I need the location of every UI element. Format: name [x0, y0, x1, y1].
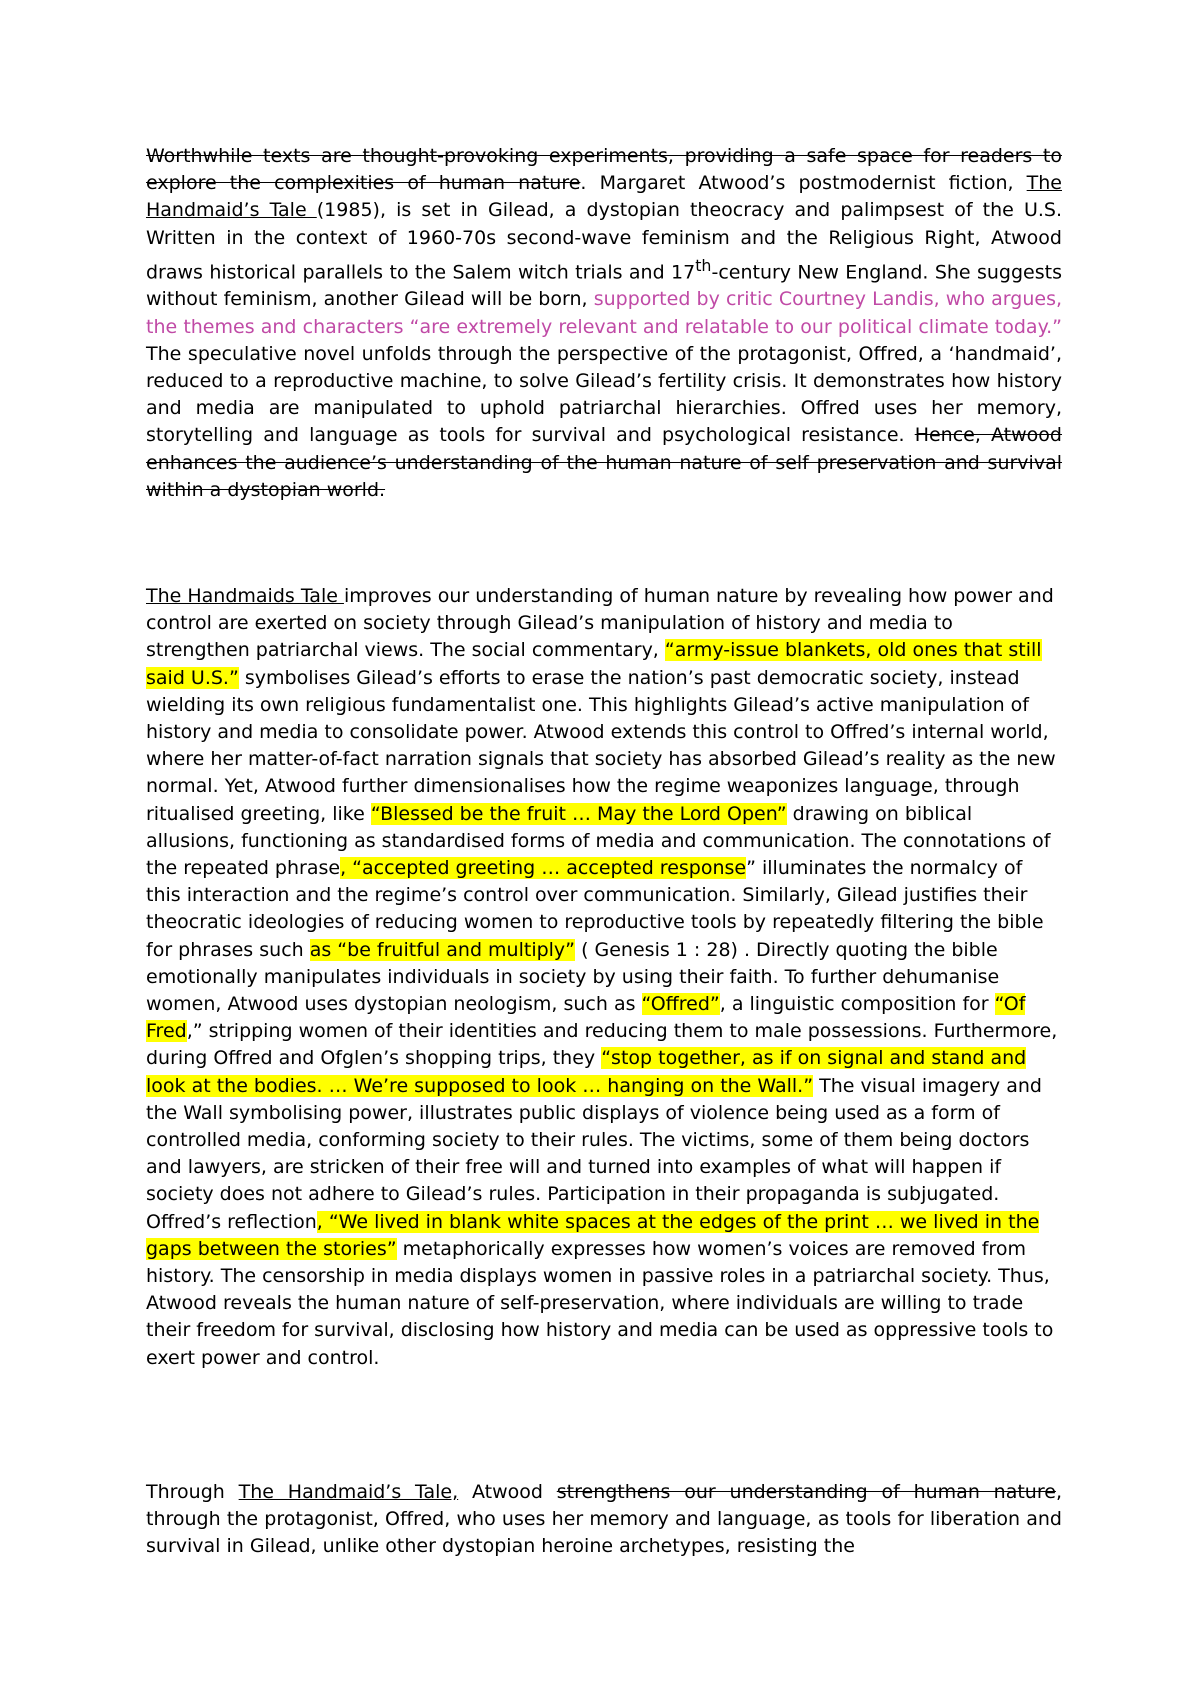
highlighted-quote: , “accepted greeting … accepted response: [340, 857, 747, 880]
body-text: ,” stripping women of their identities and reducing them to male possessions. Furthermore, during Offred and Ofglen’s shopping trips, they: [146, 1020, 1058, 1070]
critic-quote: supported by critic Courtney Landis, who argues, the themes and characters “are extremely relevant and relatable to our political climate today.”: [146, 288, 1063, 338]
introduction-paragraph: [146, 143, 1062, 504]
highlighted-quote: “Of Fred: [146, 993, 1026, 1043]
highlighted-quote: “Offred”: [641, 993, 720, 1016]
highlighted-quote: as “be fruitful and multiply”: [309, 938, 576, 961]
body-text: ( Genesis 1 : 28) . Directly quoting the bible emotionally manipulates individuals in society by using their faith. To further dehumanise women, Atwood uses dystopian neologism, such as: [146, 938, 1000, 1016]
body-text: , a linguistic composition for: [719, 993, 995, 1016]
highlighted-quote: “stop together, as if on signal and stand and look at the bodies. … We’re supposed to look … hanging on the Wall.”: [146, 1047, 1027, 1097]
body-text: symbolises Gilead’s efforts to erase the nation’s past democratic society, instead wielding its own religious fundamentalist one. This highlights Gilead’s active manipulation of history and media to consolidate power. Atwood extends this control to Offred’s internal world, where her matter-of-fact narration signals that society has absorbed Gilead’s reality as the new normal. Yet, Atwood further dimensionalises how the regime weaponizes language, through ritualised greeting, like: [146, 666, 1056, 825]
book-title: The Handmaid’s Tale: [146, 172, 1062, 222]
highlighted-quote: , “We lived in blank white spaces at the edges of the print … we lived in the gaps between the stories”: [146, 1210, 1040, 1260]
body-text: The speculative novel unfolds through the perspective of the protagonist, Offred, a ‘handmaid’, reduced to a reproductive machine, to solve Gilead’s fertility crisis. It demonstrates how history and media are manipulated to uphold patriarchal hierarchies. Offred uses her memory, storytelling and language as tools for survival and psychological resistance.: [146, 342, 1062, 447]
book-title: The Handmaids Tale: [146, 585, 344, 607]
body-text: . Margaret Atwood’s postmodernist fiction,: [580, 172, 1027, 195]
struck-text: strengthens our understanding of human nature: [556, 1481, 1056, 1503]
body-text: The visual imagery and the Wall symbolising power, illustrates public displays of violence being used as a form of controlled media, conforming society to their rules. The victims, some of them being doctors and lawyers, are stricken of their free will and turned into examples of what will happen if society does not adhere to Gilead’s rules. Participation in their propaganda is subjugated. Offred’s reflection: [146, 1074, 1042, 1233]
body-text: Atwood: [458, 1481, 557, 1503]
body-text: Through: [146, 1481, 239, 1503]
struck-text: Worthwhile texts are thought-provoking experiments, providing a safe space for readers to explore the complexities of human nature: [146, 145, 1062, 195]
ordinal-superscript: th: [695, 255, 712, 275]
highlighted-quote: “Blessed be the fruit … May the Lord Open”: [370, 802, 787, 825]
body-text: drawing on biblical allusions, functioning as standardised forms of media and communication. The connotations of the repeated phrase: [146, 802, 1051, 880]
struck-text: Hence, Atwood enhances the audience’s understanding of the human nature of self preservation and survival within a dystopian world.: [146, 424, 1062, 501]
body-text: -century New England. She suggests without feminism, another Gilead will be born,: [146, 261, 1062, 311]
body-text: metaphorically expresses how women’s voices are removed from history. The censorship in media displays women in passive roles in a patriarchal society. Thus, Atwood reveals the human nature of self-preservation, where individuals are willing to trade their freedom for survival, disclosing how history and media can be used as oppressive tools to exert power and control.: [146, 1237, 1054, 1369]
body-text: , through the protagonist, Offred, who uses her memory and language, as tools for liberation and survival in Gilead, unlike other dystopian heroine archetypes, resisting the: [146, 1481, 1062, 1558]
body-text: improves our understanding of human nature by revealing how power and control are exerted on society through Gilead’s manipulation of history and media to strengthen patriarchal views. The social commentary,: [146, 585, 1054, 662]
body-text: ” illuminates the normalcy of this interaction and the regime’s control over communication. Similarly, Gilead justifies their theocratic ideologies of reducing women to reproductive tools by repeatedly filtering the bible for phrases such: [146, 857, 1044, 961]
body-paragraph-2: [146, 1479, 1062, 1561]
body-paragraph-1: [146, 583, 1062, 1372]
highlighted-quote: “army-issue blankets, old ones that still said U.S.”: [146, 639, 1042, 689]
book-title: The Handmaid’s Tale,: [238, 1481, 459, 1503]
body-text: (1985), is set in Gilead, a dystopian theocracy and palimpsest of the U.S. Written in the context of 1960-70s second-wave feminism and the Religious Right, Atwood draws historical parallels to the Salem witch trials and 17: [146, 199, 1062, 284]
